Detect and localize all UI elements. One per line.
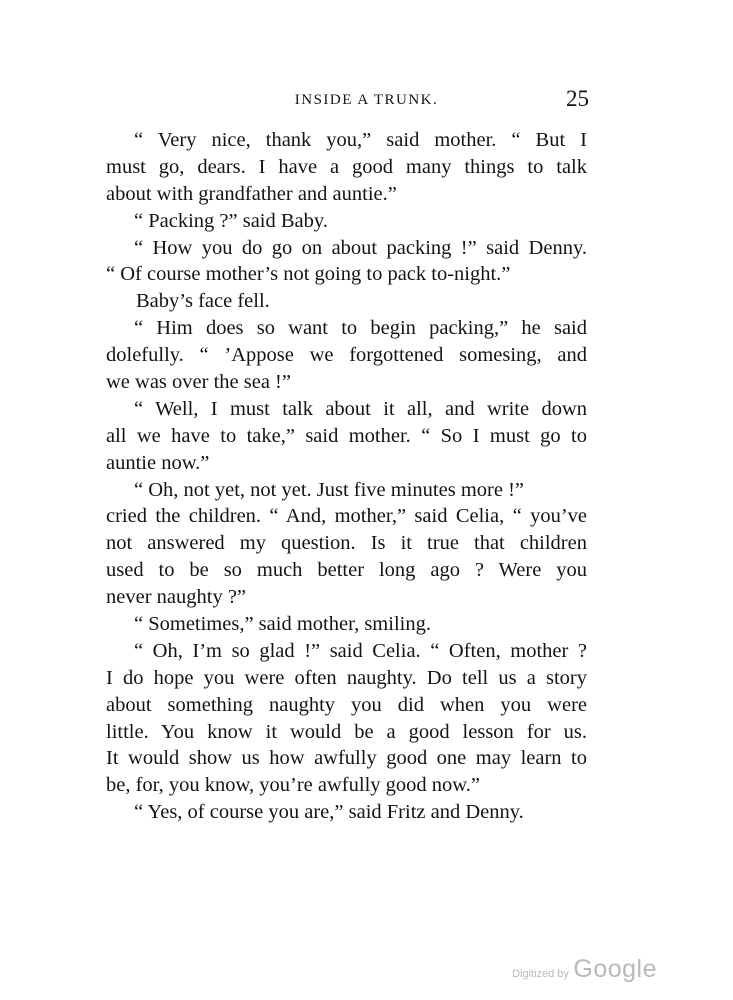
text-line: dolefully. “ ’Appose we forgottened somesing, and xyxy=(106,344,587,367)
text-line: auntie now.” xyxy=(106,451,210,474)
text-line: about something naughty you did when you were xyxy=(106,693,587,716)
text-line: all we have to take,” said mother. “ So I must go to xyxy=(106,424,587,447)
text-line: be, for, you know, you’re awfully good now.” xyxy=(106,774,480,797)
page-number: 25 xyxy=(566,86,589,111)
text-line: not answered my question. Is it true that children xyxy=(106,532,587,555)
text-line: we was over the sea !” xyxy=(106,371,291,394)
running-title: INSIDE A TRUNK. xyxy=(294,92,439,108)
google-logo: Google xyxy=(573,955,657,983)
text-line: “ Him does so want to begin packing,” he said xyxy=(134,317,587,340)
digitized-watermark xyxy=(512,955,657,984)
body-text xyxy=(106,127,587,826)
text-line: “ Of course mother’s not going to pack to-night.” xyxy=(106,263,511,286)
text-line: I do hope you were often naughty. Do tell us a story xyxy=(106,666,587,689)
watermark-prefix: Digitized by xyxy=(512,968,569,980)
text-line: “ Very nice, thank you,” said mother. “ But I xyxy=(134,129,587,151)
text-line: “ Oh, I’m so glad !” said Celia. “ Often, mother ? xyxy=(134,639,587,662)
text-line: “ Sometimes,” said mother, smiling. xyxy=(134,613,431,636)
text-line: cried the children. “ And, mother,” said Celia, “ you’ve xyxy=(106,505,587,528)
text-line: “ Yes, of course you are,” said Fritz and Denny. xyxy=(134,801,524,824)
text-line: “ How you do go on about packing !” said Denny. xyxy=(134,236,587,259)
text-line: “ Well, I must talk about it all, and write down xyxy=(134,397,587,420)
text-line: little. You know it would be a good lesson for us. xyxy=(106,720,587,743)
text-line: Baby’s face fell. xyxy=(136,290,270,313)
text-line: about with grandfather and auntie.” xyxy=(106,182,397,205)
text-line: “ Packing ?” said Baby. xyxy=(134,209,328,232)
text-line: used to be so much better long ago ? Were you xyxy=(106,559,587,582)
text-line: never naughty ?” xyxy=(106,586,247,609)
text-line: must go, dears. I have a good many things to talk xyxy=(106,155,587,178)
text-line: It would show us how awfully good one may learn to xyxy=(106,747,587,770)
text-line: “ Oh, not yet, not yet. Just five minutes more !” xyxy=(134,478,524,501)
